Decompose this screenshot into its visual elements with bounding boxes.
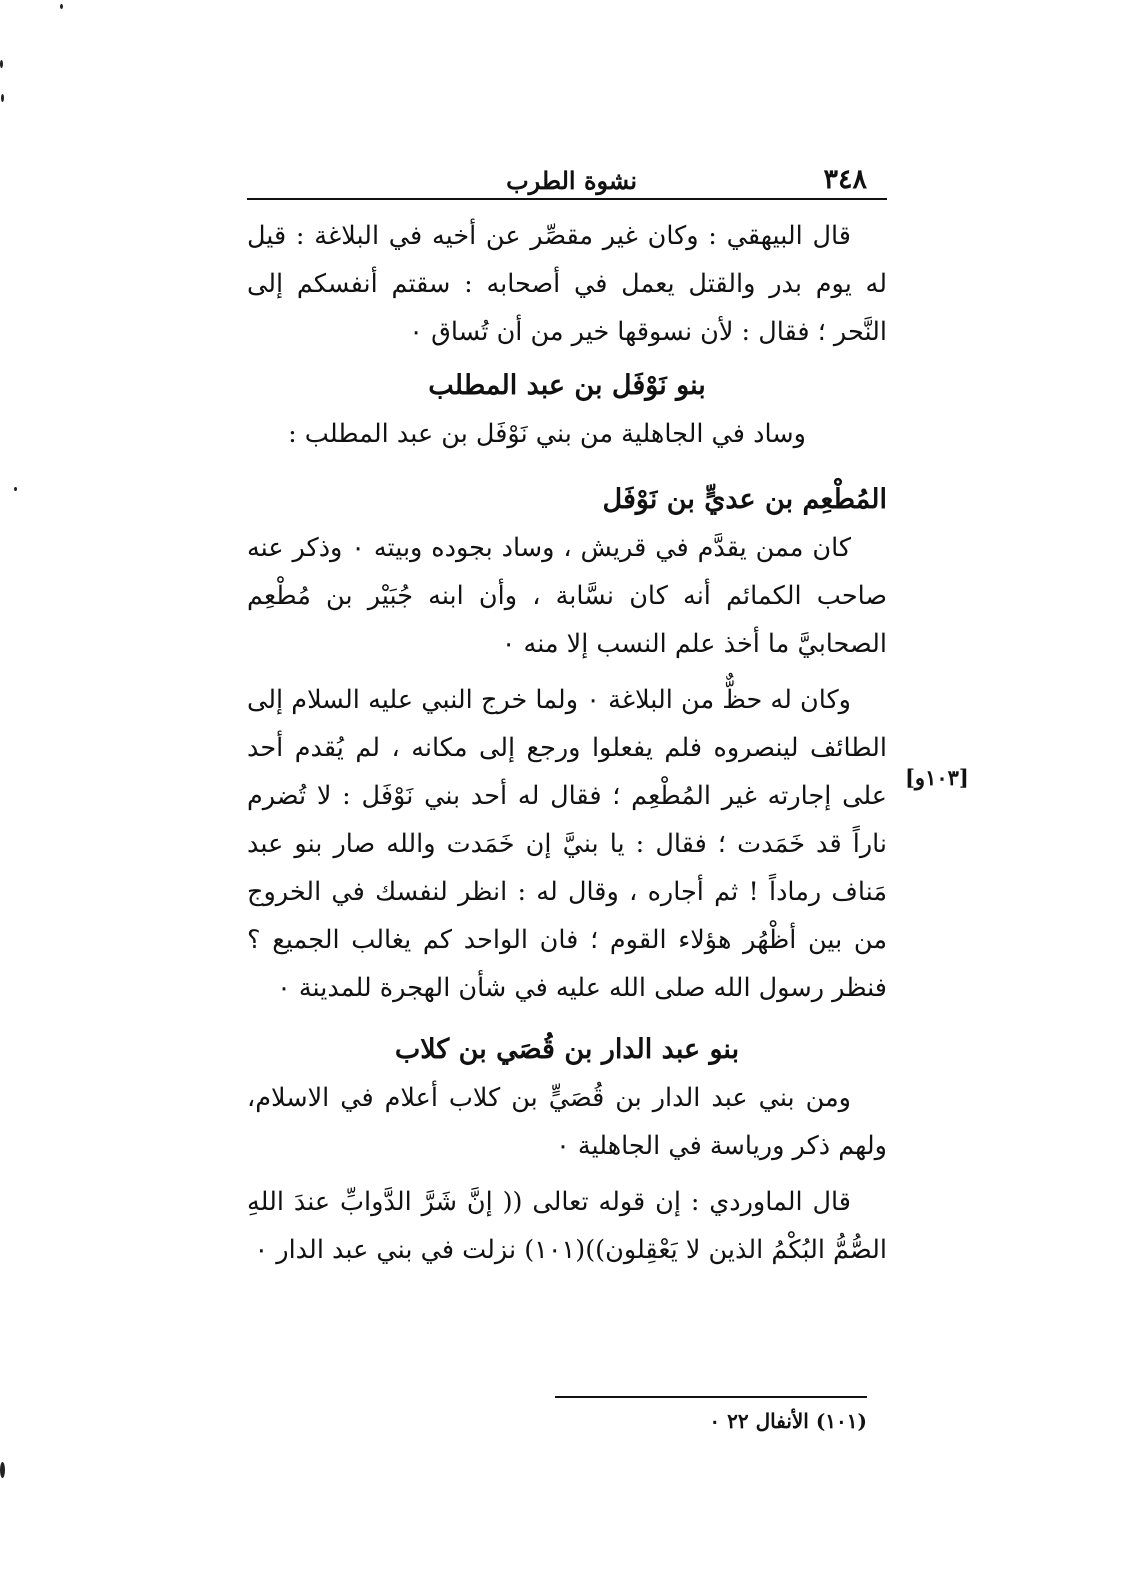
page-number: ٣٤٨ xyxy=(823,164,867,195)
section-intro: وساد في الجاهلية من بني نَوْفَل بن عبد المطلب : xyxy=(288,419,806,449)
section-heading-banu-abd-al-dar: بنو عبد الدار بن قُصَي بن كلاب xyxy=(394,1034,740,1065)
paragraph-mutim-balagha: وكان له حظٌّ من البلاغة ٠ ولما خرج النبي عليه السلام إلى الطائف لينصروه فلم يفعلوا ورجع إلى مكانه ، لم يُقدم أحد على إجارته غير المُطْعِم ؛ فقال له أحد بني نَوْفَل : لا تُضرم ناراً قد خَمَدت ؛ فقال : يا بنيَّ إن خَمَدت والله صار بنو عبد مَناف رماداً ! ثم أجاره ، وقال له : انظر لنفسك في الخروج من بين أظْهُر هؤلاء القوم ؛ فان الواحد كم يغالب الجميع ؟ فنظر رسول الله صلى الله عليه في شأن الهجرة للمدينة ٠ xyxy=(247,685,887,1003)
page-header xyxy=(247,160,887,196)
paragraph-bayhaqi: قال البيهقي : وكان غير مقصِّر عن أخيه في البلاغة : قيل له يوم بدر والقتل يعمل في أصحابه : سقتم أنفسكم إلى النَّحر ؛ فقال : لأن نسوقها خير من أن تُساق ٠ xyxy=(247,221,887,347)
paragraph-mawardi: قال الماوردي : إن قوله تعالى (( إنَّ شَرَّ الدَّوابِّ عندَ اللهِ الصُّمُّ البُكْمُ الذين لا يَعْقِلون))(١٠١) نزلت في بني عبد الدار ٠ xyxy=(247,1187,887,1265)
running-title: نشوة الطرب xyxy=(506,166,637,195)
scan-speck xyxy=(14,487,17,491)
header-rule xyxy=(247,198,887,200)
scan-speck xyxy=(0,60,3,68)
footnote-rule xyxy=(555,1396,867,1398)
sub-heading-mutim: المُطْعِم بن عديٍّ بن نَوْفَل xyxy=(602,484,887,515)
section-heading-banu-nawfal: بنو نَوْفَل بن عبد المطلب xyxy=(428,370,706,401)
footnote: (١٠١) الأنفال ٢٢ ٠ xyxy=(709,1409,867,1433)
manuscript-folio-note: [١٠٣و] xyxy=(905,765,969,790)
paragraph-mutim-bio: كان ممن يقدَّم في قريش ، وساد بجوده وبيته ٠ وذكر عنه صاحب الكمائم أنه كان نسَّابة ، وأن ابنه جُبَيْر بن مُطْعِم الصحابيَّ ما أخذ علم النسب إلا منه ٠ xyxy=(247,533,887,659)
scan-speck xyxy=(1,94,4,102)
main-text xyxy=(247,212,887,1274)
scan-speck xyxy=(0,1462,5,1478)
scan-speck xyxy=(60,4,63,9)
paragraph-abd-al-dar: ومن بني عبد الدار بن قُصَيٍّ بن كلاب أعلام في الاسلام، ولهم ذكر ورياسة في الجاهلية ٠ xyxy=(247,1083,887,1161)
